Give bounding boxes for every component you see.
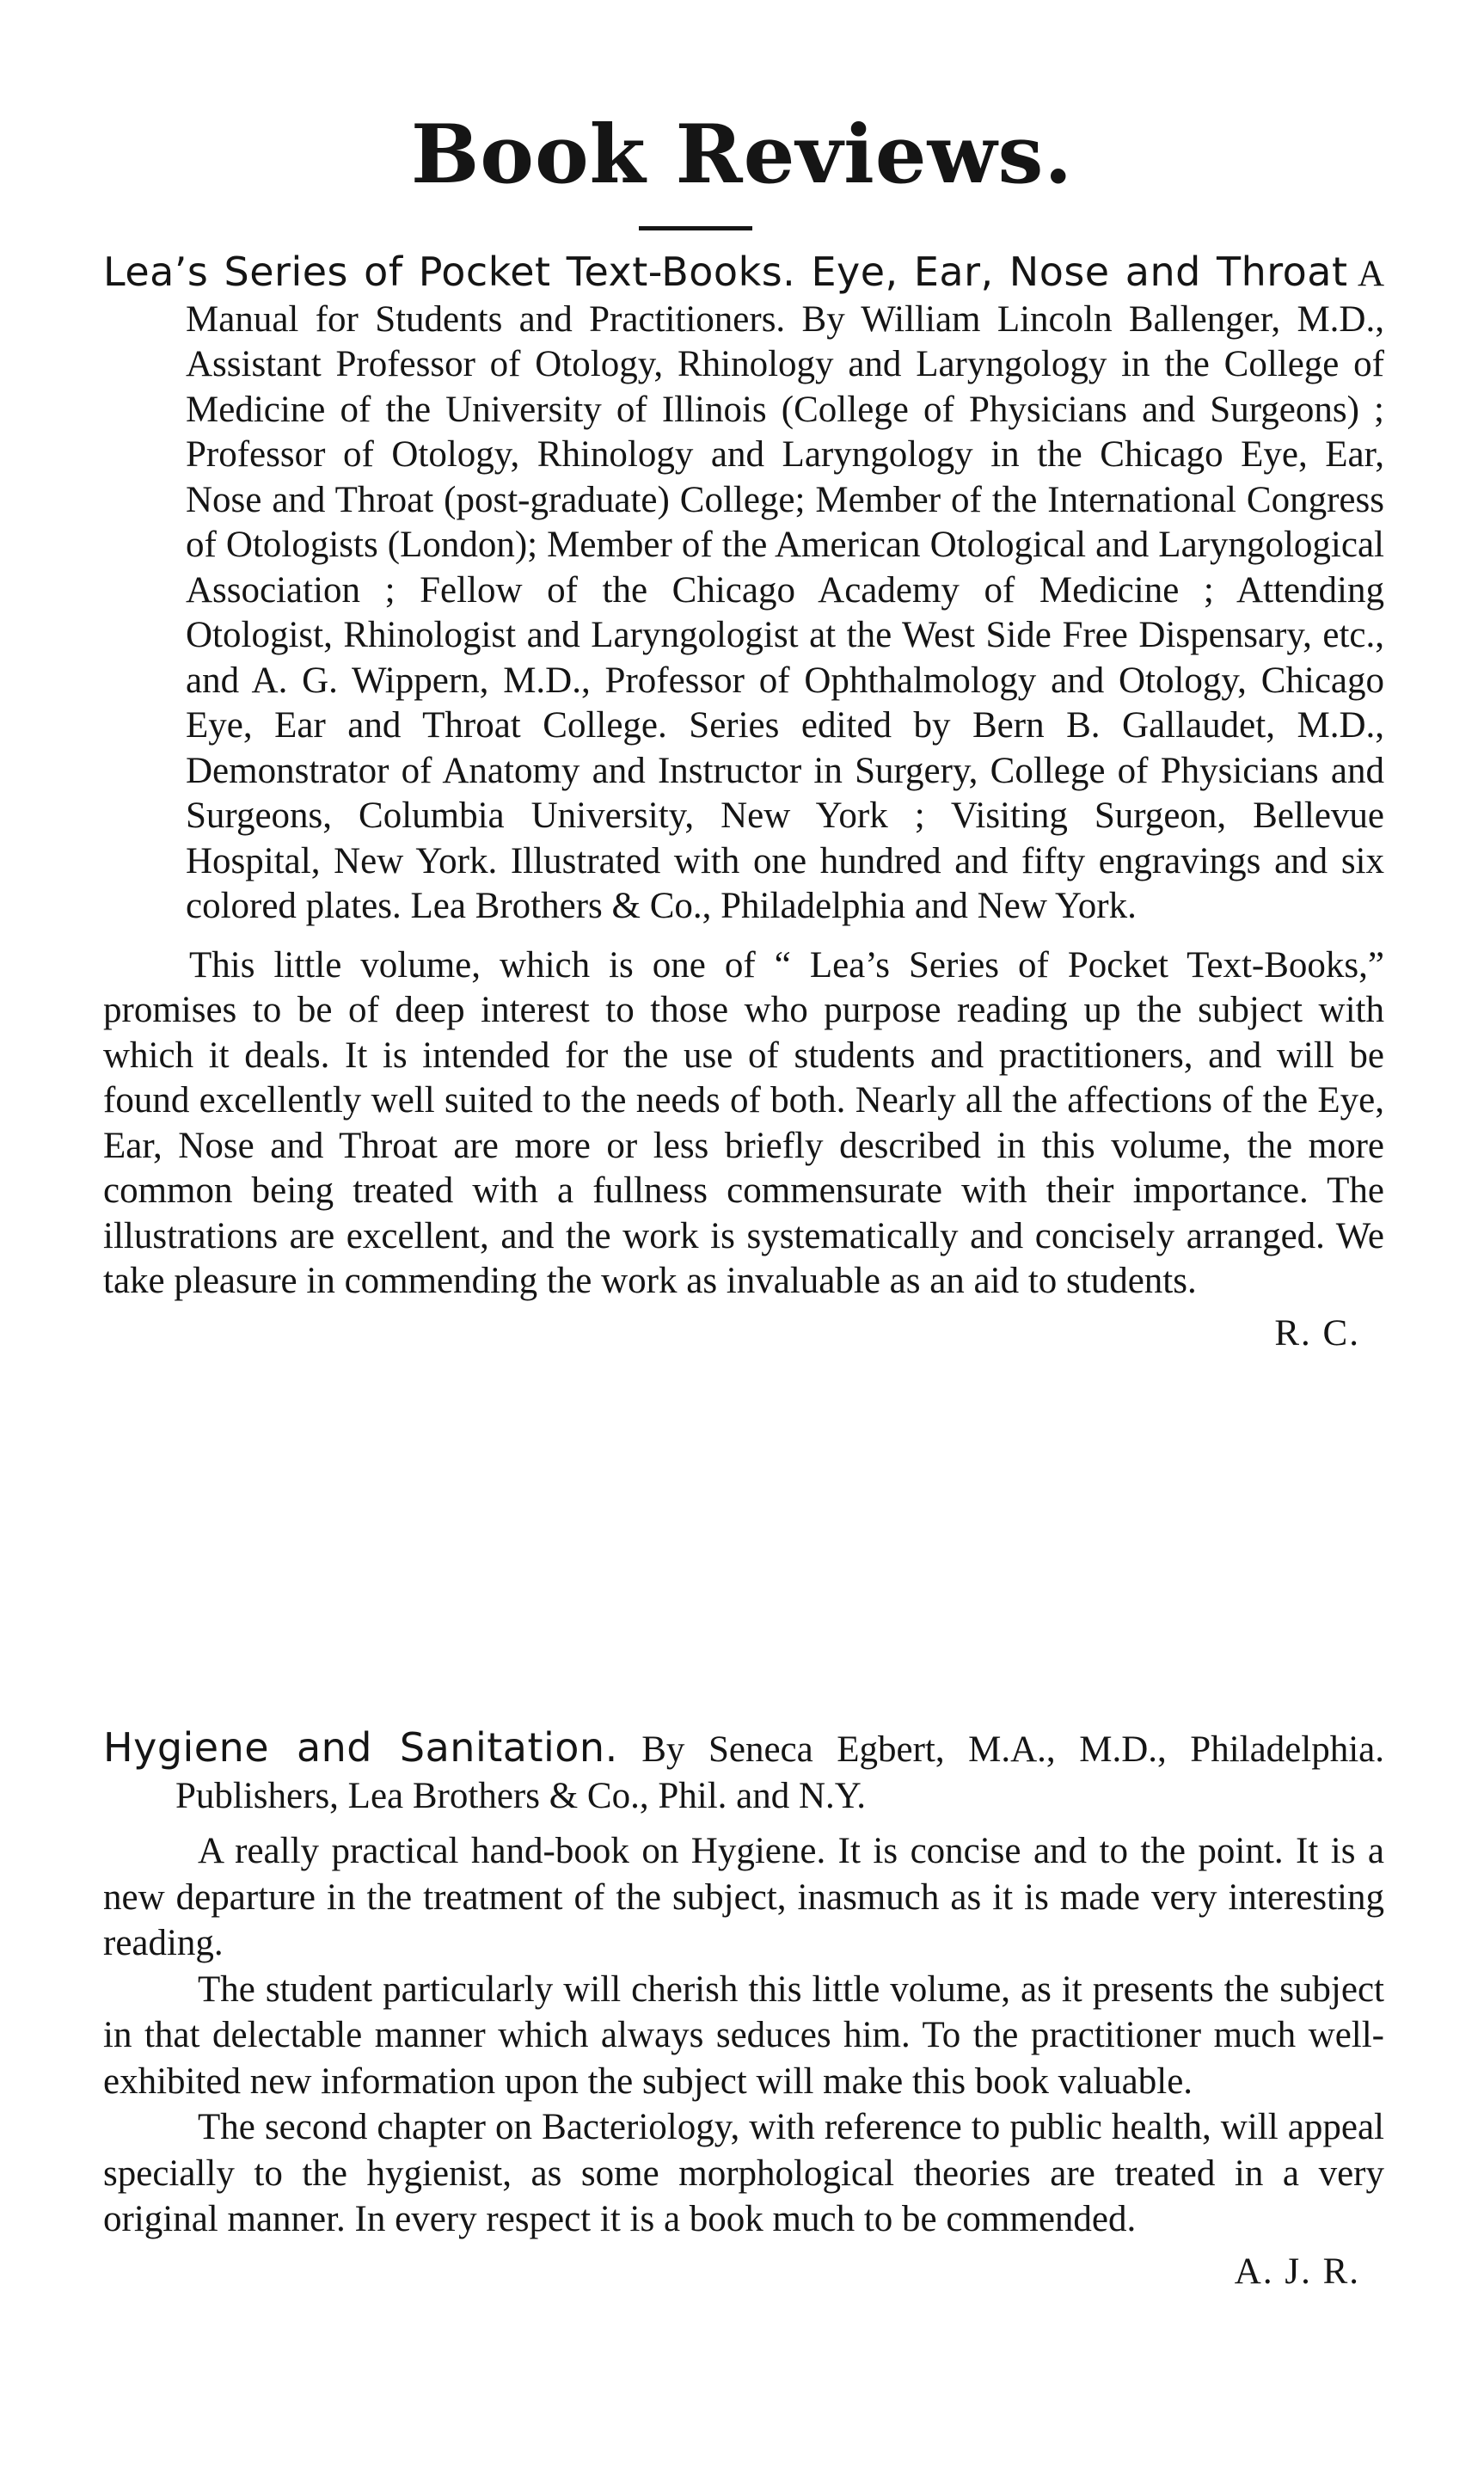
page-title: Book Reviews. <box>410 107 1074 202</box>
review-paragraph: The student particularly will cherish this little volume, as it presents the subject in that delectable manner which always seduces him. To the practitioner much well-exhibited new information upon the subject will make this book valuable. <box>103 1968 1384 2102</box>
review-paragraph: This little volume, which is one of “ Lea’s Series of Pocket Text-Books,” promises to be of deep interest to those who purpose reading up the subject with which it deals. It is intended for the use of students and practitioners, and will be found excellently well suited to the needs of both. Nearly all the affections of the Eye, Ear, Nose and Throat are more or less briefly described in this volume, the more common being treated with a fullness commensurate with their importance. The illustrations are excellent, and the work is systematically and concisely arranged. We take pleasure in commending the work as invaluable as an aid to students. <box>103 944 1384 1301</box>
reviewer-signature: A. J. R. <box>1234 2251 1360 2292</box>
citation-details: A Manual for Students and Practitioners. By William Lincoln Ballenger, M.D., Assistant Professor of Otology, Rhinology and Laryngology in the College of Medicine of the University of Illinois (College of Physicians and Surgeons) ; Professor of Otology, Rhinology and Laryngology in the Chicago Eye, Ear, Nose and Throat (post-graduate) College; Member of the International Congress of Otologists (London); Member of the American Otological and Laryngological Association ; Fellow of the Chicago Academy of Medicine ; Attending Otologist, Rhinologist and Laryngologist at the West Side Free Dispensary, etc., and A. G. Wippern, M.D., Professor of Ophthalmology and Otology, Chicago Eye, Ear and Throat College. Series edited by Bern B. Gallaudet, M.D., Demonstrator of Anatomy and Instructor in Surgery, College of Physicians and Surgeons, Columbia University, New York ; Visiting Surgeon, Bellevue Hospital, New York. Illustrated with one hundred and fifty engravings and six colored plates. Lea Brothers & Co., Philadelphia and New York. <box>186 254 1384 926</box>
review-eye-ear-nose-throat <box>103 249 1384 1356</box>
book-title: Lea’s Series of Pocket Text-Books. Eye, Ear, Nose and Throat <box>103 249 1348 295</box>
book-title: Hygiene and Sanitation. <box>103 1724 618 1771</box>
review-paragraph: The second chapter on Bacteriology, with reference to public health, will appeal specially to the hygienist, as some morphological theories are treated in a very original manner. In every respect it is a book much to be commended. <box>103 2107 1384 2239</box>
review-citation <box>103 1724 1384 1820</box>
review-citation <box>103 249 1384 930</box>
review-hygiene-and-sanitation <box>103 1724 1384 2294</box>
citation-details: By Seneca Egbert, M.A., M.D., Philadelphia. Publishers, Lea Brothers & Co., Phil. and N.Y. <box>175 1729 1384 1816</box>
review-paragraph: A really practical hand-book on Hygiene. It is concise and to the point. It is a new departure in the treatment of the subject, inasmuch as it is made very interesting reading. <box>103 1831 1384 1963</box>
title-rule <box>639 226 752 230</box>
reviewer-signature: R. C. <box>1274 1312 1360 1354</box>
